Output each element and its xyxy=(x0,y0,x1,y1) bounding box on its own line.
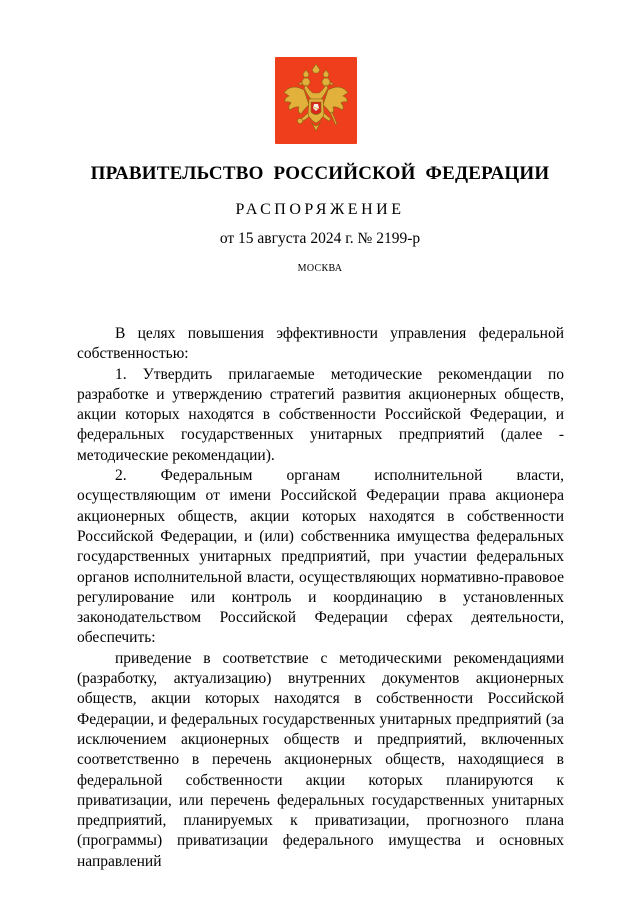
government-title: ПРАВИТЕЛЬСТВО РОССИЙСКОЙ ФЕДЕРАЦИИ xyxy=(90,163,550,184)
document-city: МОСКВА xyxy=(297,263,343,274)
document-date-number: от 15 августа 2024 г. № 2199-р xyxy=(219,230,421,247)
double-headed-eagle-icon xyxy=(275,57,357,144)
paragraph-intro: В целях повышения эффективности управления федеральной собственностью: xyxy=(77,325,564,363)
paragraph-item-1: 1. Утвердить прилагаемые методические рекомендации по разработке и утверждению стратегий развития акционерных обществ, акции которых находятся в собственности Российской Федерации, и федеральных государственных унитарных предприятий (далее - методические рекомендации). xyxy=(77,365,564,464)
document-body xyxy=(77,324,564,872)
coat-of-arms-emblem xyxy=(275,57,357,144)
paragraph-item-2-subpoint: приведение в соответствие с методическими рекомендациями (разработку, актуализацию) внутренних документов акционерных обществ, акции которых находятся в собственности Российской Федерации, и федеральных государственных унитарных предприятий (за исключением акционерных обществ и предприятий, включенных соответственно в перечень акционерных обществ, находящиеся в федеральной собственности акции которых планируются к приватизации, или перечень федеральных государственных унитарных предприятий, планируемых к приватизации, прогнозного плана (программы) приватизации федерального имущества и основных направлений xyxy=(77,649,564,870)
document-type: РАСПОРЯЖЕНИЕ xyxy=(235,201,405,218)
paragraph-item-2: 2. Федеральным органам исполнительной власти, осуществляющим от имени Российской Федерации права акционера акционерных обществ, акции которых находятся в собственности Российской Федерации, и (или) собственника имущества федеральных государственных унитарных предприятий, при участии федеральных органов исполнительной власти, осуществляющих нормативно-правовое регулирование или контроль и координацию в установленных законодательством Российской Федерации сферах деятельности, обеспечить: xyxy=(77,467,564,647)
